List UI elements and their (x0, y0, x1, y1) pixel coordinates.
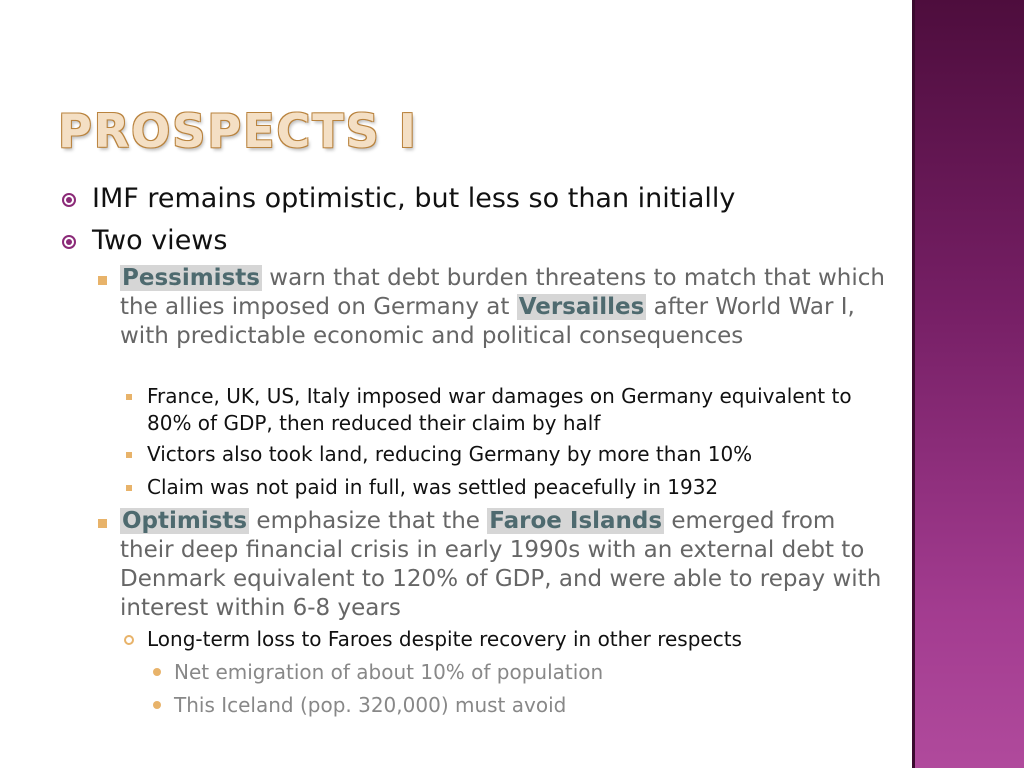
small-square-bullet-icon (126, 452, 132, 458)
pessimists-text-2: after World War I, with predictable economic and political consequences (120, 294, 855, 349)
square-bullet-icon (98, 276, 107, 285)
faroe-islands-term: Faroe Islands (489, 508, 663, 534)
small-square-bullet-icon (126, 485, 132, 491)
pessimists-term: Pessimists (122, 265, 260, 291)
bullet-optimists (120, 507, 890, 623)
bullet-iceland: This Iceland (pop. 320,000) must avoid (174, 693, 567, 717)
bullet-imf: IMF remains optimistic, but less so than initially (92, 183, 736, 214)
square-bullet-icon (98, 519, 107, 528)
versailles-term: Versailles (518, 294, 645, 320)
small-square-bullet-icon (126, 394, 132, 400)
bullet-emigration: Net emigration of about 10% of population (174, 660, 604, 684)
circle-bullet-icon (62, 235, 76, 249)
bullet-long-term-loss: Long-term loss to Faroes despite recovery in other respects (147, 627, 742, 651)
dot-bullet-icon (153, 701, 161, 709)
bullet-claim: Claim was not paid in full, was settled peacefully in 1932 (147, 475, 719, 499)
bullet-france: France, UK, US, Italy imposed war damages on Germany equivalent to 80% of GDP, then reduced their claim by half (147, 384, 852, 435)
decorative-sidebar (912, 0, 1024, 768)
pessimists-text-1: warn that debt burden threatens to match that which the allies imposed on Germany at (120, 265, 885, 320)
circle-bullet-icon (62, 193, 76, 207)
ring-bullet-icon (124, 635, 134, 645)
optimists-text-1: emphasize that the (249, 508, 488, 534)
slide-title: PROSPECTS I (58, 104, 418, 158)
bullet-victors: Victors also took land, reducing Germany by more than 10% (147, 442, 753, 466)
dot-bullet-icon (153, 668, 161, 676)
optimists-term: Optimists (122, 508, 248, 534)
optimists-text-2: emerged from their deep financial crisis in early 1990s with an external debt to Denmark equivalent to 120% of GDP, and were able to repay with interest within 6-8 years (120, 508, 882, 621)
bullet-two-views: Two views (92, 225, 228, 256)
bullet-pessimists (120, 264, 890, 351)
